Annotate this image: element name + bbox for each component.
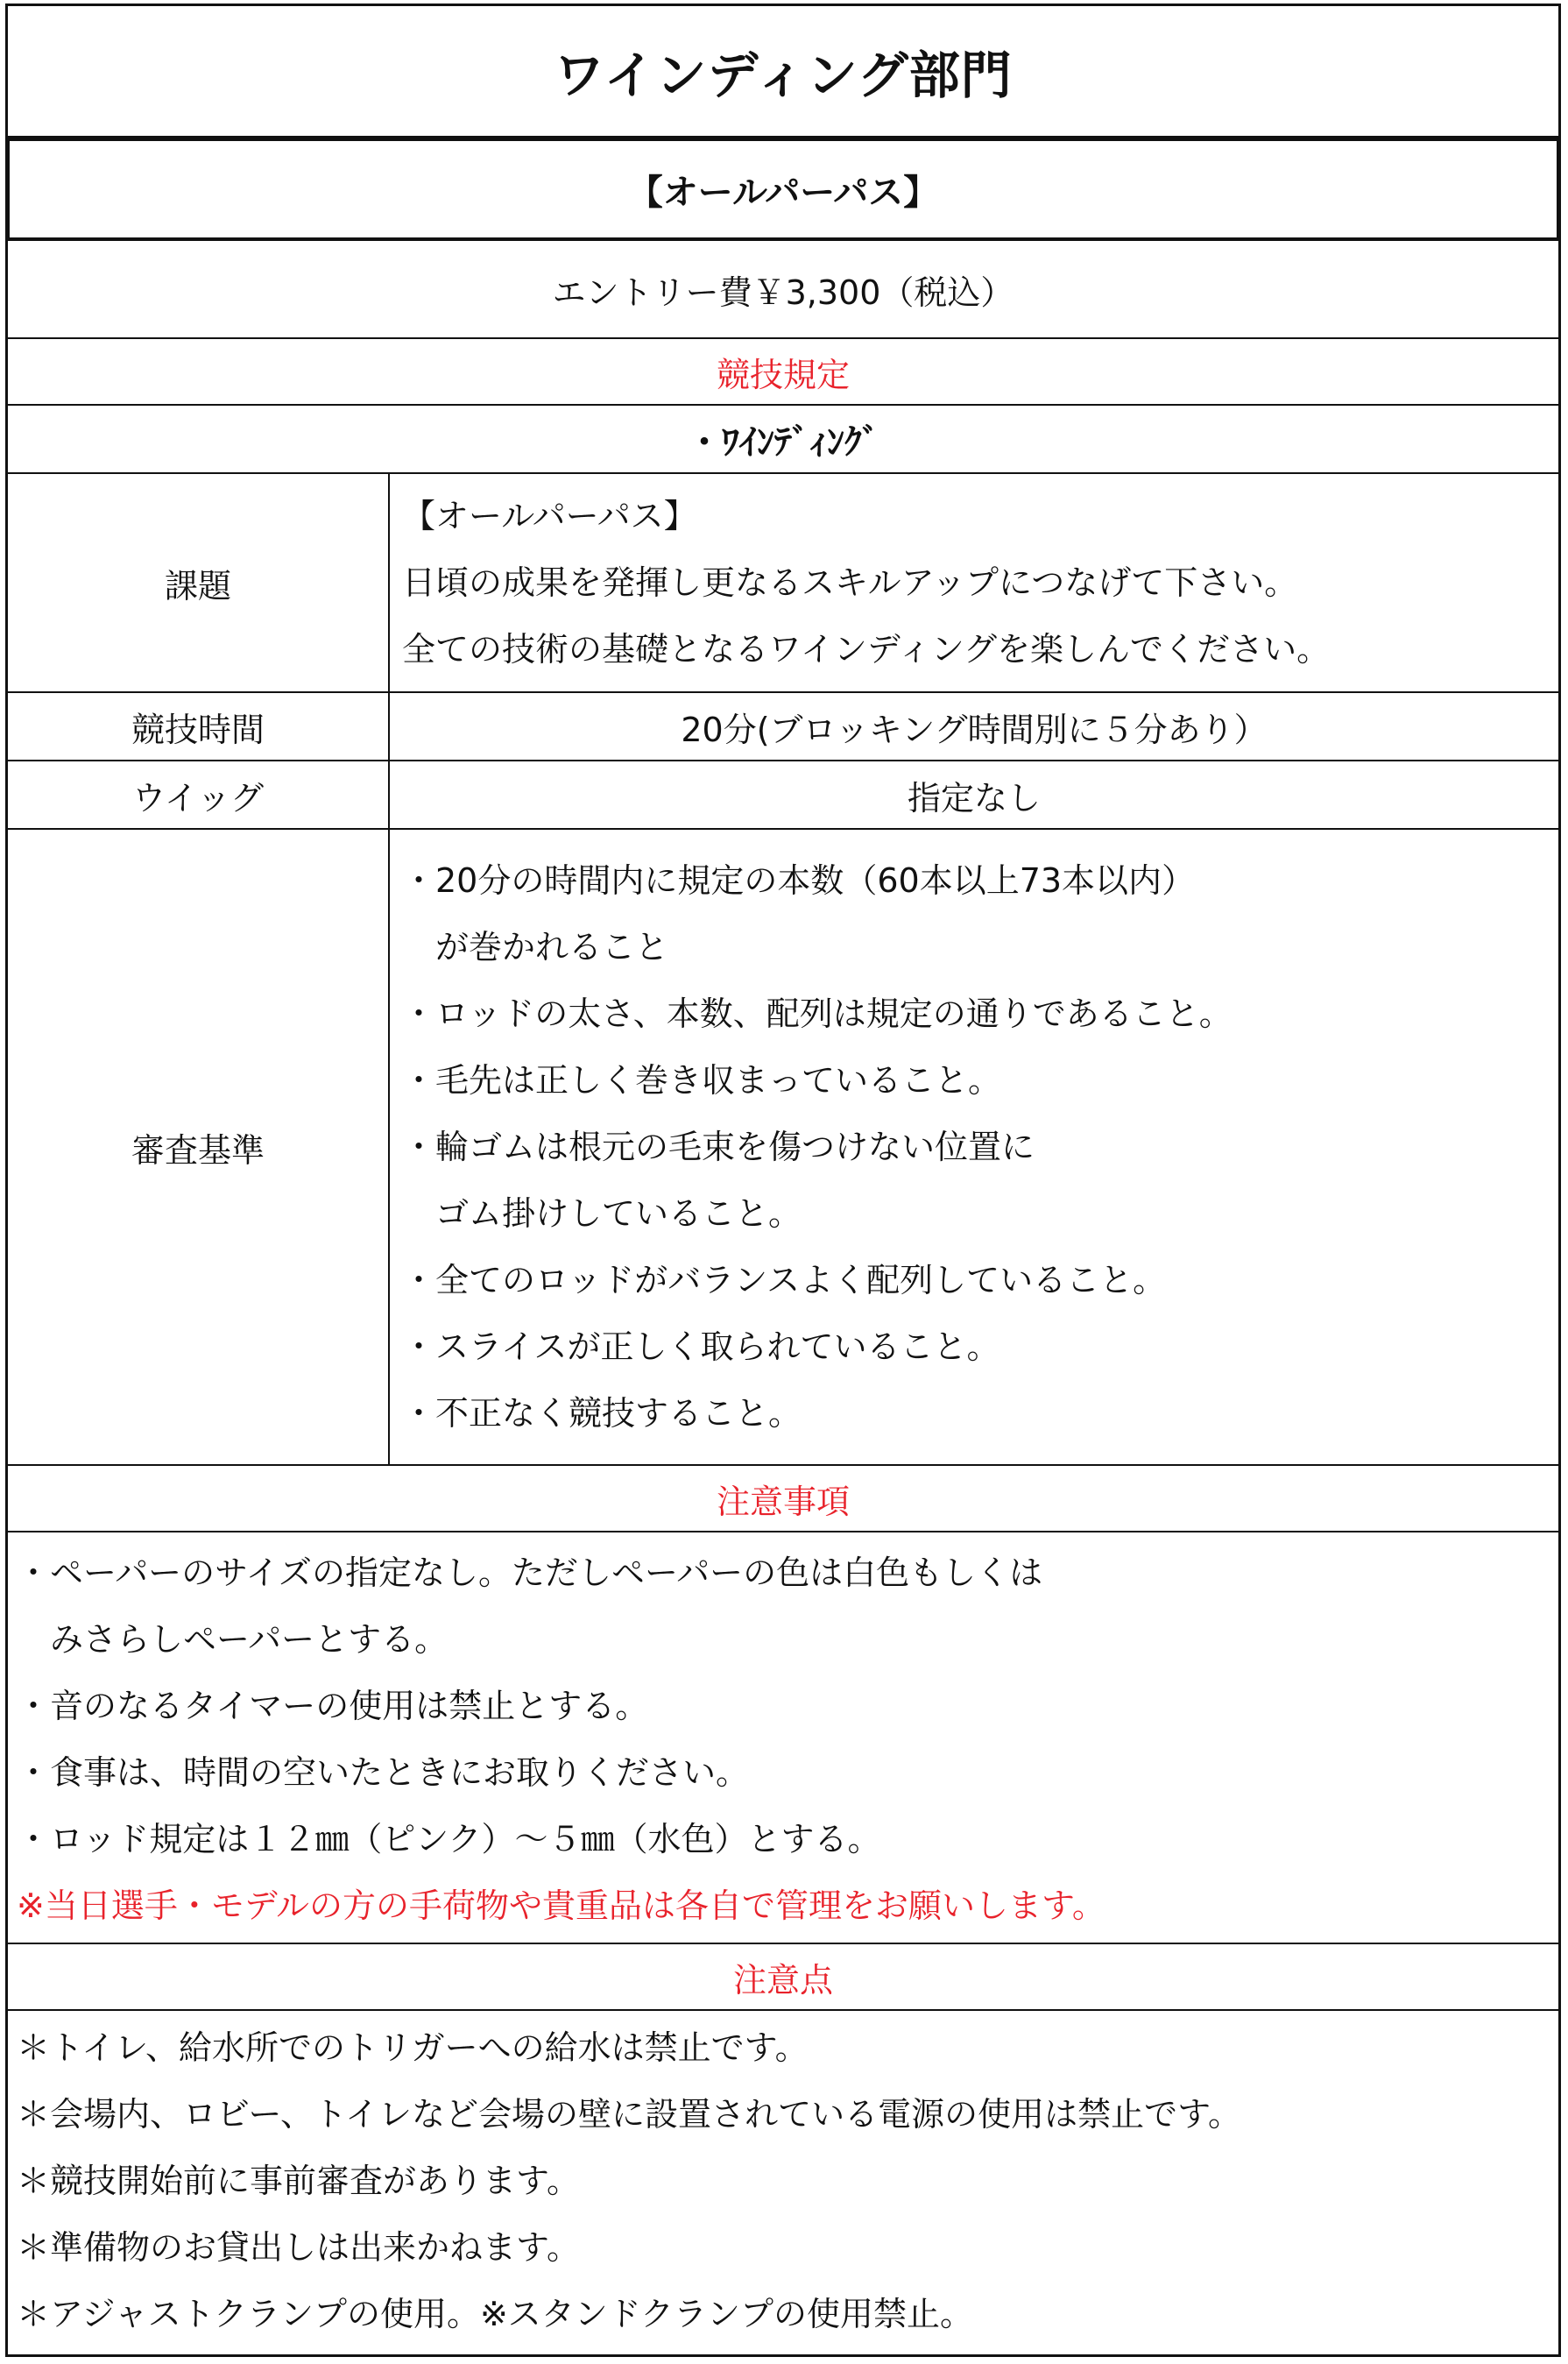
notes-header: 注意点 bbox=[732, 1960, 833, 1999]
title-row bbox=[8, 6, 1558, 138]
entry-fee-row bbox=[8, 241, 1558, 339]
notes-header-row bbox=[8, 1944, 1558, 2011]
wig-value: 指定なし bbox=[907, 778, 1041, 817]
task-line: 日頃の成果を発揮し更なるスキルアップにつなげて下さい。 bbox=[402, 563, 1298, 602]
criteria-value bbox=[390, 830, 1558, 1464]
competition-sheet bbox=[5, 4, 1561, 2357]
caution-line: ・食事は、時間の空いたときにお取りください。 bbox=[17, 1753, 750, 1792]
caution-header: 注意事項 bbox=[716, 1482, 850, 1521]
caution-list bbox=[8, 1532, 1558, 1944]
criteria-line: ・スライスが正しく取られていること。 bbox=[402, 1327, 1000, 1366]
criteria-line: が巻かれること bbox=[402, 928, 669, 966]
notes-line: ＊会場内、ロビー、トイレなど会場の壁に設置されている電源の使用は禁止です。 bbox=[17, 2095, 1242, 2134]
caution-line: ・ペーパーのサイズの指定なし。ただしペーパーの色は白色もしくは bbox=[17, 1554, 1043, 1592]
task-line: 【オールパーパス】 bbox=[402, 497, 697, 535]
caution-line: ・音のなるタイマーの使用は禁止とする。 bbox=[17, 1687, 649, 1725]
task-label: 課題 bbox=[8, 474, 390, 691]
time-row bbox=[8, 693, 1558, 761]
criteria-line: ・20分の時間内に規定の本数（60本以上73本以内） bbox=[402, 861, 1196, 900]
rules-sub-row bbox=[8, 406, 1558, 474]
wig-row bbox=[8, 761, 1558, 830]
caution-line: みさらしペーパーとする。 bbox=[17, 1620, 449, 1659]
wig-label: ウイッグ bbox=[8, 761, 390, 828]
task-value bbox=[390, 474, 1558, 691]
criteria-line: ・ロッドの太さ、本数、配列は規定の通りであること。 bbox=[402, 994, 1233, 1033]
task-row bbox=[8, 474, 1558, 693]
time-label: 競技時間 bbox=[8, 693, 390, 760]
criteria-row bbox=[8, 830, 1558, 1466]
caution-warning-line: ※当日選手・モデルの方の手荷物や貴重品は各自で管理をお願いします。 bbox=[17, 1886, 1105, 1925]
caution-header-row bbox=[8, 1466, 1558, 1532]
caution-line: ・ロッド規定は１２㎜（ピンク）～５㎜（水色）とする。 bbox=[17, 1820, 881, 1858]
notes-line: ＊競技開始前に事前審査があります。 bbox=[17, 2162, 580, 2200]
plan-name: 【オールパーパス】 bbox=[627, 172, 939, 213]
page-title: ワインディング部門 bbox=[554, 46, 1013, 105]
criteria-line: ・輪ゴムは根元の毛束を傷つけない位置に bbox=[402, 1128, 1035, 1166]
criteria-line: ・毛先は正しく巻き収まっていること。 bbox=[402, 1061, 1002, 1100]
rules-header: 競技規定 bbox=[716, 355, 850, 394]
time-value: 20分(ブロッキング時間別に５分あり） bbox=[681, 710, 1268, 749]
notes-line: ＊トイレ、給水所でのトリガーへの給水は禁止です。 bbox=[17, 2028, 809, 2067]
notes-line: ＊アジャストクランプの使用。※スタンドクランプの使用禁止。 bbox=[17, 2295, 974, 2333]
entry-fee: エントリー費￥3,300（税込） bbox=[552, 272, 1014, 312]
criteria-line: ゴム掛けしていること。 bbox=[402, 1194, 802, 1233]
criteria-label: 審査基準 bbox=[8, 830, 390, 1464]
criteria-line: ・全てのロッドがバランスよく配列していること。 bbox=[402, 1261, 1167, 1299]
rules-subheader: ・ﾜｲﾝﾃﾞｨﾝｸﾞ bbox=[687, 421, 879, 463]
task-line: 全ての技術の基礎となるワインディングを楽しんでください。 bbox=[402, 630, 1331, 669]
notes-line: ＊準備物のお貸出しは出来かねます。 bbox=[17, 2228, 580, 2267]
rules-header-row bbox=[8, 339, 1558, 406]
notes-list bbox=[8, 2011, 1558, 2354]
plan-row bbox=[6, 138, 1560, 241]
criteria-line: ・不正なく競技すること。 bbox=[402, 1394, 802, 1433]
